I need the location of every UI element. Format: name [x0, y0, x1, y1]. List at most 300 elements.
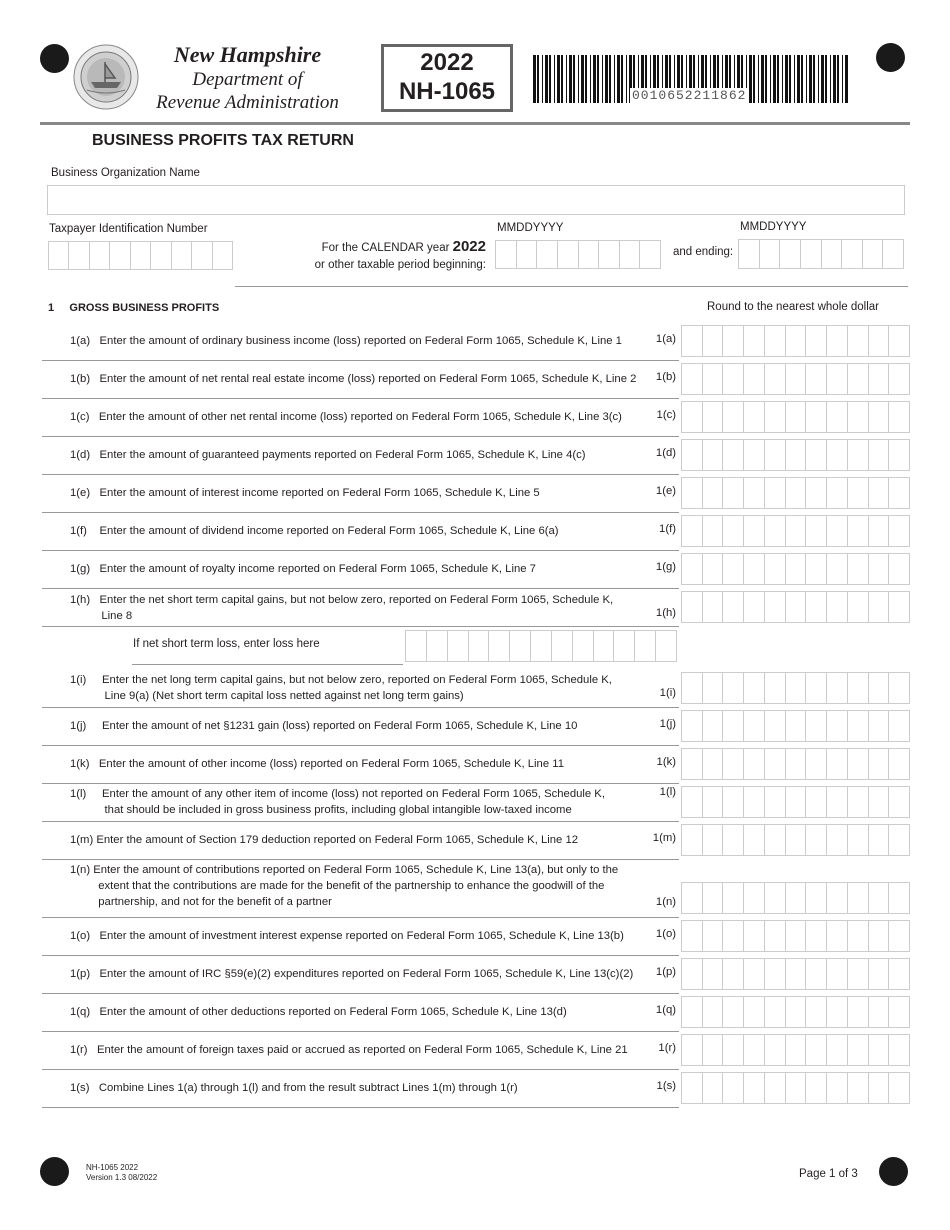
digit-cell — [805, 364, 826, 394]
amount-input[interactable] — [681, 1072, 910, 1104]
line-separator — [42, 550, 679, 551]
digit-cell — [805, 883, 826, 913]
digit-cell — [171, 242, 191, 269]
digit-cell — [639, 241, 660, 268]
digit-cell — [805, 478, 826, 508]
barcode-bar — [585, 55, 587, 103]
digit-cell — [702, 592, 723, 622]
digit-cell — [888, 554, 909, 584]
line-description: 1(d) Enter the amount of guaranteed payments reported on Federal Form 1065, Schedule K, Line 4(c) — [70, 449, 586, 461]
digit-cell — [888, 787, 909, 817]
amount-input[interactable] — [681, 477, 910, 509]
digit-cell — [682, 440, 702, 470]
digit-cell — [868, 997, 889, 1027]
line-reference: 1(f) — [659, 523, 676, 535]
digit-cell — [785, 673, 806, 703]
barcode-bar — [609, 55, 611, 103]
period-line-2: or other taxable period beginning: — [314, 259, 486, 271]
digit-cell — [785, 959, 806, 989]
digit-cell — [496, 241, 516, 268]
digit-cell — [868, 787, 889, 817]
digit-cell — [764, 711, 785, 741]
digit-cell — [743, 749, 764, 779]
section-1-heading — [48, 302, 219, 314]
digit-cell — [785, 1035, 806, 1065]
amount-input[interactable] — [681, 786, 910, 818]
digit-cell — [702, 1035, 723, 1065]
line-description: 1(c) Enter the amount of other net rental income (loss) reported on Federal Form 1065, Schedule K, Line 3(c) — [70, 411, 622, 423]
digit-cell — [722, 592, 743, 622]
barcode-bar — [537, 55, 539, 103]
digit-cell — [682, 592, 702, 622]
digit-cell — [868, 1035, 889, 1065]
end-date-format: MMDDYYYY — [740, 221, 807, 233]
digit-cell — [888, 440, 909, 470]
digit-cell — [868, 402, 889, 432]
digit-cell — [743, 364, 764, 394]
amount-input[interactable] — [681, 439, 910, 471]
barcode-bar — [830, 55, 831, 103]
short-term-loss-input[interactable] — [405, 630, 677, 662]
digit-cell — [785, 364, 806, 394]
line-separator — [42, 436, 679, 437]
digit-cell — [764, 883, 785, 913]
digit-cell — [191, 242, 211, 269]
digit-cell — [764, 516, 785, 546]
digit-cell — [722, 1073, 743, 1103]
digit-cell — [722, 440, 743, 470]
line-description: 1(r) Enter the amount of foreign taxes paid or accrued as reported on Federal Form 1065, Schedule K, Line 21 — [70, 1044, 628, 1056]
digit-cell — [805, 787, 826, 817]
short-term-loss-label: If net short term loss, enter loss here — [133, 638, 320, 650]
digit-cell — [722, 959, 743, 989]
barcode-bar — [749, 55, 752, 103]
digit-cell — [868, 749, 889, 779]
digit-cell — [743, 592, 764, 622]
digit-cell — [655, 631, 676, 661]
line-description: 1(b) Enter the amount of net rental real estate income (loss) reported on Federal Form 1065, Schedule K, Line 2 — [70, 373, 637, 385]
agency-line-3: Revenue Administration — [156, 92, 339, 113]
digit-cell — [743, 402, 764, 432]
amount-input[interactable] — [681, 748, 910, 780]
line-reference: 1(q) — [655, 1004, 676, 1016]
digit-cell — [743, 554, 764, 584]
digit-cell — [759, 240, 780, 268]
line-description: 1(h) Enter the net short term capital gains, but not below zero, reported on Federal Form 1065, Schedule K, Line 8 — [70, 594, 614, 622]
digit-cell — [702, 554, 723, 584]
barcode-bar — [761, 55, 764, 103]
period-year: 2022 — [452, 238, 486, 255]
barcode-bar — [765, 55, 767, 103]
line-separator — [42, 1107, 679, 1108]
digit-cell — [764, 554, 785, 584]
digit-cell — [764, 364, 785, 394]
digit-cell — [722, 749, 743, 779]
digit-cell — [805, 440, 826, 470]
digit-cell — [847, 440, 868, 470]
digit-cell — [785, 921, 806, 951]
digit-cell — [888, 1035, 909, 1065]
digit-cell — [722, 883, 743, 913]
barcode-bar — [785, 55, 788, 103]
digit-cell — [682, 554, 702, 584]
digit-cell — [212, 242, 232, 269]
digit-cell — [800, 240, 821, 268]
digit-cell — [868, 825, 889, 855]
digit-cell — [888, 364, 909, 394]
amount-input[interactable] — [681, 958, 910, 990]
digit-cell — [785, 440, 806, 470]
digit-cell — [821, 240, 842, 268]
digit-cell — [847, 478, 868, 508]
barcode-bar — [813, 55, 815, 103]
digit-cell — [785, 402, 806, 432]
footer-version: Version 1.3 08/2022 — [86, 1173, 158, 1182]
org-name-input[interactable] — [47, 185, 905, 215]
end-date-input[interactable] — [738, 239, 904, 269]
line-description: 1(i) Enter the net long term capital gains, but not below zero, reported on Federal Form 1065, Schedule K, Line 9(a) (Net short term capital loss netted against net long term gains) — [70, 674, 612, 702]
line-reference: 1(g) — [655, 561, 676, 573]
digit-cell — [785, 997, 806, 1027]
digit-cell — [826, 554, 847, 584]
digit-cell — [826, 440, 847, 470]
amount-input[interactable] — [681, 553, 910, 585]
digit-cell — [805, 959, 826, 989]
digit-cell — [888, 673, 909, 703]
begin-date-format: MMDDYYYY — [497, 222, 564, 234]
begin-date-input[interactable] — [495, 240, 661, 269]
digit-cell — [722, 364, 743, 394]
line-separator — [42, 745, 679, 746]
digit-cell — [722, 711, 743, 741]
line-description: 1(e) Enter the amount of interest income reported on Federal Form 1065, Schedule K, Line 5 — [70, 487, 540, 499]
digit-cell — [743, 921, 764, 951]
digit-cell — [868, 883, 889, 913]
digit-cell — [868, 1073, 889, 1103]
digit-cell — [847, 326, 868, 356]
digit-cell — [447, 631, 468, 661]
barcode-bar — [533, 55, 536, 103]
digit-cell — [868, 592, 889, 622]
digit-cell — [702, 959, 723, 989]
barcode-bar — [773, 55, 776, 103]
digit-cell — [847, 825, 868, 855]
agency-line-2: Department of — [192, 69, 303, 90]
line-separator — [42, 821, 679, 822]
barcode-bar — [614, 55, 615, 103]
amount-input[interactable] — [681, 672, 910, 704]
digit-cell — [764, 787, 785, 817]
digit-cell — [702, 516, 723, 546]
digit-cell — [619, 241, 640, 268]
digit-cell — [488, 631, 509, 661]
line-reference: 1(n) — [655, 896, 676, 908]
digit-cell — [702, 402, 723, 432]
line-separator — [42, 512, 679, 513]
digit-cell — [722, 478, 743, 508]
digit-cell — [130, 242, 150, 269]
digit-cell — [862, 240, 883, 268]
digit-cell — [468, 631, 489, 661]
digit-cell — [868, 921, 889, 951]
state-seal-icon — [73, 44, 139, 110]
barcode-bar — [809, 55, 812, 103]
footer-form-info — [86, 1163, 157, 1183]
digit-cell — [868, 711, 889, 741]
digit-cell — [743, 440, 764, 470]
barcode-bar — [597, 55, 599, 103]
amount-input[interactable] — [681, 882, 910, 914]
line-description: 1(l) Enter the amount of any other item of income (loss) not reported on Federal Form 1065, Schedule K, that should be included in gross business profits, including global intangible low-taxed income — [70, 788, 605, 816]
digit-cell — [722, 921, 743, 951]
digit-cell — [764, 402, 785, 432]
digit-cell — [826, 749, 847, 779]
digit-cell — [826, 402, 847, 432]
line-description: 1(f) Enter the amount of dividend income reported on Federal Form 1065, Schedule K, Line 6(a) — [70, 525, 559, 537]
amount-input[interactable] — [681, 515, 910, 547]
digit-cell — [847, 787, 868, 817]
section-title: GROSS BUSINESS PROFITS — [69, 302, 220, 314]
amount-input[interactable] — [681, 401, 910, 433]
line-separator — [42, 707, 679, 708]
section-number: 1 — [48, 302, 55, 314]
digit-cell — [722, 673, 743, 703]
digit-cell — [847, 673, 868, 703]
line-separator — [42, 626, 679, 627]
line-description: 1(o) Enter the amount of investment interest expense reported on Federal Form 1065, Schedule K, Line 13(b) — [70, 930, 624, 942]
barcode-bar — [557, 55, 560, 103]
amount-input[interactable] — [681, 363, 910, 395]
digit-cell — [634, 631, 655, 661]
digit-cell — [572, 631, 593, 661]
digit-cell — [764, 1035, 785, 1065]
digit-cell — [805, 1073, 826, 1103]
digit-cell — [682, 883, 702, 913]
digit-cell — [702, 883, 723, 913]
amount-input[interactable] — [681, 920, 910, 952]
digit-cell — [847, 711, 868, 741]
line-description: 1(k) Enter the amount of other income (loss) reported on Federal Form 1065, Schedule K, Line 11 — [70, 758, 564, 770]
digit-cell — [847, 402, 868, 432]
tin-input[interactable] — [48, 241, 233, 270]
digit-cell — [826, 959, 847, 989]
amount-input[interactable] — [681, 591, 910, 623]
period-line-1: For the CALENDAR year — [321, 242, 450, 254]
digit-cell — [764, 326, 785, 356]
digit-cell — [826, 883, 847, 913]
digit-cell — [764, 673, 785, 703]
barcode-bar — [542, 55, 543, 103]
digit-cell — [89, 242, 109, 269]
barcode-bar — [545, 55, 548, 103]
digit-cell — [847, 592, 868, 622]
digit-cell — [109, 242, 129, 269]
line-description: 1(n) Enter the amount of contributions reported on Federal Form 1065, Schedule K, Line 13(a), but only to the extent that the contributions are made for the benefit of the partnership to enhance the goodwill of the partnership, and not for the benefit of a partner — [70, 864, 619, 908]
short-term-loss-rule — [132, 664, 403, 665]
line-reference: 1(m) — [652, 832, 676, 844]
digit-cell — [847, 364, 868, 394]
digit-cell — [578, 241, 599, 268]
line-description: 1(g) Enter the amount of royalty income reported on Federal Form 1065, Schedule K, Line 7 — [70, 563, 536, 575]
digit-cell — [882, 240, 903, 268]
digit-cell — [764, 592, 785, 622]
digit-cell — [702, 478, 723, 508]
line-reference: 1(r) — [658, 1042, 676, 1054]
amount-input[interactable] — [681, 1034, 910, 1066]
barcode-bar — [621, 55, 623, 103]
barcode-bar — [837, 55, 839, 103]
line-separator — [42, 917, 679, 918]
digit-cell — [743, 787, 764, 817]
digit-cell — [888, 749, 909, 779]
digit-cell — [557, 241, 578, 268]
digit-cell — [743, 883, 764, 913]
digit-cell — [826, 364, 847, 394]
line-reference: 1(b) — [655, 371, 676, 383]
line-description: 1(p) Enter the amount of IRC §59(e)(2) expenditures reported on Federal Form 1065, Schedule K, Line 13(c)(2) — [70, 968, 634, 980]
amount-input[interactable] — [681, 325, 910, 357]
barcode-bar — [581, 55, 584, 103]
digit-cell — [826, 787, 847, 817]
digit-cell — [702, 364, 723, 394]
digit-cell — [888, 516, 909, 546]
line-reference: 1(j) — [659, 718, 676, 730]
amount-input[interactable] — [681, 996, 910, 1028]
digit-cell — [426, 631, 447, 661]
digit-cell — [702, 326, 723, 356]
barcode-bar — [806, 55, 807, 103]
digit-cell — [516, 241, 537, 268]
digit-cell — [682, 749, 702, 779]
registration-mark — [879, 1157, 908, 1186]
digit-cell — [722, 554, 743, 584]
digit-cell — [743, 516, 764, 546]
digit-cell — [847, 883, 868, 913]
digit-cell — [826, 1035, 847, 1065]
digit-cell — [785, 825, 806, 855]
digit-cell — [868, 554, 889, 584]
digit-cell — [702, 787, 723, 817]
digit-cell — [805, 711, 826, 741]
digit-cell — [702, 749, 723, 779]
line-separator — [42, 398, 679, 399]
amount-input[interactable] — [681, 710, 910, 742]
page-title: BUSINESS PROFITS TAX RETURN — [92, 132, 354, 149]
digit-cell — [743, 673, 764, 703]
digit-cell — [868, 326, 889, 356]
digit-cell — [847, 959, 868, 989]
footer-form-id: NH-1065 2022 — [86, 1163, 139, 1172]
line-reference: 1(l) — [659, 786, 676, 798]
digit-cell — [682, 711, 702, 741]
digit-cell — [826, 997, 847, 1027]
barcode-bar — [554, 55, 555, 103]
digit-cell — [805, 749, 826, 779]
line-separator — [42, 1069, 679, 1070]
line-description: 1(q) Enter the amount of other deductions reported on Federal Form 1065, Schedule K, Line 13(d) — [70, 1006, 567, 1018]
barcode-bar — [801, 55, 803, 103]
digit-cell — [847, 516, 868, 546]
barcode-bar — [833, 55, 836, 103]
digit-cell — [888, 959, 909, 989]
barcode-bar — [758, 55, 759, 103]
digit-cell — [785, 478, 806, 508]
digit-cell — [49, 242, 68, 269]
digit-cell — [785, 592, 806, 622]
line-reference: 1(d) — [655, 447, 676, 459]
digit-cell — [743, 997, 764, 1027]
digit-cell — [764, 478, 785, 508]
line-description: 1(s) Combine Lines 1(a) through 1(l) and from the result subtract Lines 1(m) through 1(r) — [70, 1082, 518, 1094]
digit-cell — [68, 242, 88, 269]
digit-cell — [868, 959, 889, 989]
digit-cell — [805, 673, 826, 703]
line-reference: 1(p) — [655, 966, 676, 978]
amount-input[interactable] — [681, 824, 910, 856]
digit-cell — [805, 1035, 826, 1065]
digit-cell — [785, 1073, 806, 1103]
barcode-bar — [590, 55, 591, 103]
digit-cell — [743, 711, 764, 741]
digit-cell — [743, 959, 764, 989]
digit-cell — [826, 673, 847, 703]
header-rule — [40, 122, 910, 125]
barcode-bar — [561, 55, 563, 103]
digit-cell — [530, 631, 551, 661]
digit-cell — [805, 402, 826, 432]
digit-cell — [888, 825, 909, 855]
line-description: 1(a) Enter the amount of ordinary business income (loss) reported on Federal Form 1065, Schedule K, Line 1 — [70, 335, 622, 347]
digit-cell — [888, 1073, 909, 1103]
digit-cell — [764, 749, 785, 779]
barcode-bar — [578, 55, 579, 103]
barcode-bar — [549, 55, 551, 103]
registration-mark — [40, 1157, 69, 1186]
digit-cell — [805, 997, 826, 1027]
digit-cell — [682, 364, 702, 394]
round-note: Round to the nearest whole dollar — [707, 301, 879, 313]
line-reference: 1(e) — [655, 485, 676, 497]
digit-cell — [593, 631, 614, 661]
digit-cell — [682, 959, 702, 989]
digit-cell — [702, 921, 723, 951]
digit-cell — [739, 240, 759, 268]
digit-cell — [682, 825, 702, 855]
digit-cell — [598, 241, 619, 268]
digit-cell — [764, 921, 785, 951]
digit-cell — [722, 787, 743, 817]
digit-cell — [682, 326, 702, 356]
barcode-bar — [602, 55, 603, 103]
line-separator — [42, 360, 679, 361]
barcode-bar — [782, 55, 783, 103]
digit-cell — [868, 516, 889, 546]
digit-cell — [805, 592, 826, 622]
digit-cell — [764, 1073, 785, 1103]
barcode-bar — [617, 55, 620, 103]
digit-cell — [779, 240, 800, 268]
digit-cell — [682, 787, 702, 817]
digit-cell — [868, 440, 889, 470]
barcode-bar — [842, 55, 843, 103]
digit-cell — [888, 997, 909, 1027]
barcode-bar — [770, 55, 771, 103]
digit-cell — [805, 554, 826, 584]
barcode-bar — [845, 55, 848, 103]
digit-cell — [702, 711, 723, 741]
digit-cell — [847, 749, 868, 779]
digit-cell — [764, 825, 785, 855]
